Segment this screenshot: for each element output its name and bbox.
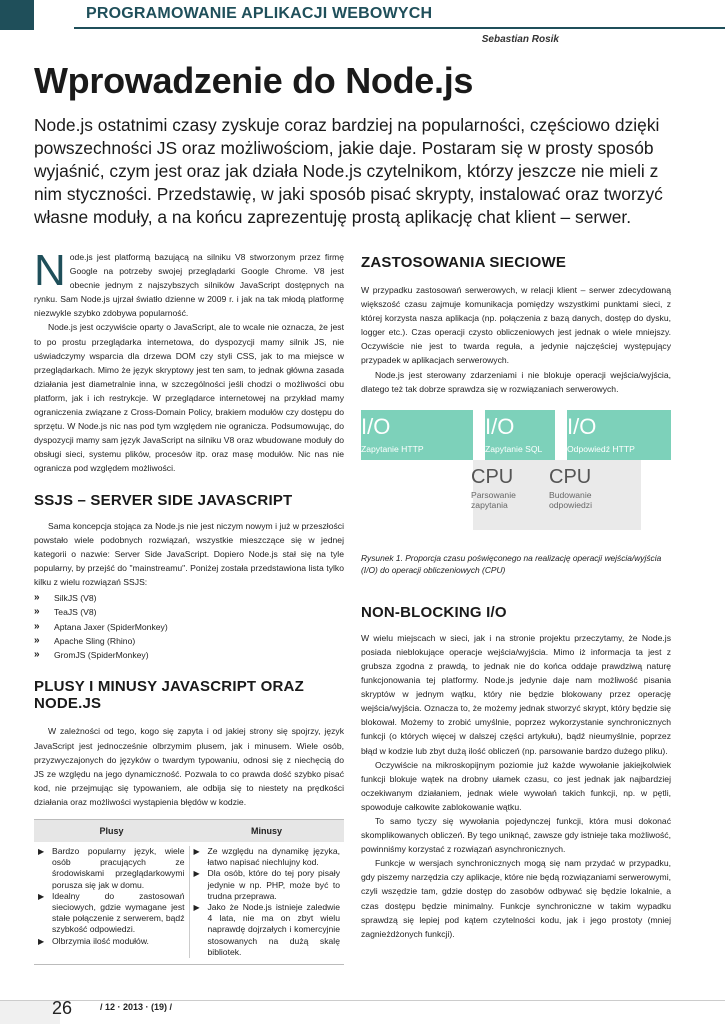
- non-blocking-paragraph-3: To samo tyczy się wywołania pojedynczej funkcji, która musi dokonać skomplikowanych obliczeń. By tego uniknąć, zawsze gdy istnieje taka możliwość, powinniśmy korzystać z rozwiązań asynchronicznych.: [361, 815, 671, 855]
- triangle-bullet-icon: ▶: [193, 847, 200, 857]
- heading-non-blocking: NON-BLOCKING I/O: [361, 603, 507, 621]
- intro-paragraph-1: Node.js jest platformą bazującą na silniku V8 stworzonym przez firmę Google na potrzeby swojej przeglądarki Google Chrome. V8 jest obecnie jednym z najszybszych silników JavaScript dostępnych na rynku. Sam Node.js ujrzał światło dzienne w 2009 r. i jak na tak młodą platformę niezwykle szybko zdobywa popularność.: [34, 246, 344, 319]
- left-column: [34, 246, 344, 965]
- non-blocking-paragraph-1: W wielu miejscach w sieci, jak i na stronie projektu przeczytamy, że Node.js posiada nieblokujące operacje wejścia/wyjścia. Mimo iż informacja ta jest z grubsza zgodna z prawdą, to jednak nie do końca oddaje prawdziwą naturę funkcjonowania tej platformy. Node.js jedynie daje nam możliwość pisania skryptów w jednym wątku, który nie będzie blokowany przez operację wejścia/wyjścia. Oznacza to, że możemy jednak stworzyć skrypt, który będzie się blokował. Możemy to zrobić umyślnie, poprzez wykorzystanie synchronicznych funkcji (o których więcej w dalszej części artykułu), bądź nieumyślnie, poprzez błąd w kodzie lub zbyt dużą ilość obliczeń (np. parsowanie bardzo dużego pliku).: [361, 632, 671, 756]
- list-item: » GromJS (SpiderMonkey): [34, 648, 344, 662]
- ssjs-list: [34, 591, 344, 662]
- heading-plusy-minusy: PLUSY I MINUSY JAVASCRIPT ORAZ NODE.JS: [34, 678, 304, 713]
- table-row: ▶ Bardzo popularny język, wiele osób pracujących ze środowiskami przeglądarkowymi porusza się jak w domu.: [38, 846, 185, 890]
- triangle-bullet-icon: ▶: [38, 936, 45, 946]
- cpu-item: Budowanie odpowiedzi: [549, 489, 592, 510]
- ssjs-paragraph: Sama koncepcja stojąca za Node.js nie jest niczym nowym i już w przeszłości powstało wiele podobnych rozwiązań, wszystkie mieszczące się w jednej kategorii o nazwie: Server Side JavaScript. Dopiero Node.js stał się na tyle popularny, by przejść do "mainstreamu". Poniżej została przedstawiona lista tylko kilku z wielu rozwiązań SSJS:: [34, 520, 344, 587]
- table-row: ▶ Dla osób, które do tej pory pisały jedynie w np. PHP, może być to trudna przeprawa.: [193, 868, 340, 901]
- triangle-bullet-icon: ▶: [193, 903, 200, 913]
- footer-rule: [0, 1000, 725, 1001]
- list-marker: »: [34, 620, 40, 632]
- section-title: PROGRAMOWANIE APLIKACJI WEBOWYCH: [86, 5, 433, 22]
- io-gap: [555, 410, 567, 460]
- page-number: 26: [52, 998, 73, 1018]
- plusy-paragraph: W zależności od tego, kogo się zapyta i od jakiej strony się spojrzy, język JavaScript jest jednocześnie olbrzymim plusem, jak i minusem. Wiele osób, przyzwyczajonych do języków o twardym typowaniu, odnosi się z niechęcią do JS ze względu na jego dynamiczność. Pozwala to co prawda dość szybko pisać kod, nie przejmując się typowaniem, ale odbija się to niestety na prędkości działania oraz możliwości wystąpienia błędów w kodzie.: [34, 726, 344, 807]
- io-gap: [473, 410, 485, 460]
- figure-caption: Rysunek 1. Proporcja czasu poświęconego na realizację operacji wejścia/wyjścia (I/O) do operacji obliczeniowych (CPU): [361, 552, 662, 575]
- table-row: ▶ Olbrzymia ilość modułów.: [38, 935, 149, 946]
- header-tab: [0, 0, 34, 30]
- cpu-label: CPU: [549, 465, 592, 488]
- list-marker: »: [34, 606, 40, 618]
- right-column: [361, 250, 671, 941]
- table-col-minusy: [189, 846, 345, 958]
- triangle-bullet-icon: ▶: [193, 869, 200, 879]
- article-title: Wprowadzenie do Node.js: [34, 60, 474, 101]
- io-item: Odpowiedź HTTP: [567, 443, 635, 454]
- table-col-plusy: [34, 846, 189, 958]
- io-label: I/O: [485, 413, 515, 439]
- list-item: » TeaJS (V8): [34, 605, 344, 619]
- issue-info: / 12 · 2013 · (19) /: [100, 1002, 173, 1012]
- io-item: Zapytanie HTTP: [361, 443, 424, 454]
- triangle-bullet-icon: ▶: [38, 847, 45, 857]
- list-item: » SilkJS (V8): [34, 591, 344, 605]
- table-body: [34, 842, 344, 964]
- lead-paragraph: Node.js ostatnimi czasy zyskuje coraz bardziej na popularności, częściowo dzięki powszechności JS oraz możliwościom, jakie daje. Postaram się w prosty sposób wyjaśnić, czym jest oraz jak działa Node.js czytelnikom, którzy jeszcze nie mieli z nim styczności. Przedstawię, w jaki sposób pisać skrypty, instalować oraz tworzyć własne moduły, a na końcu zaprezentuję prostą aplikację chat klient – serwer.: [34, 115, 663, 227]
- list-marker: »: [34, 634, 40, 646]
- header-rule: [74, 27, 725, 29]
- author: Sebastian Rosik: [481, 34, 559, 45]
- io-cpu-diagram: [361, 410, 671, 540]
- heading-ssjs: SSJS – SERVER SIDE JAVASCRIPT: [34, 491, 293, 509]
- non-blocking-paragraph-2: Oczywiście na mikroskopijnym poziomie już każde wywołanie jakiejkolwiek funkcji blokuje wątek na drobny ułamek czasu, co jest jednak jak najbardziej oczekiwanym działaniem, jednak wiele wywołań takich funkcji, np. w pętli, spowoduje całkowite zablokowanie wątku.: [361, 759, 671, 812]
- list-item: » Apache Sling (Rhino): [34, 634, 344, 648]
- pros-cons-table: [34, 819, 344, 965]
- zastosowania-paragraph-1: W przypadku zastosowań serwerowych, w relacji klient – serwer zdecydowaną większość czasu zajmuje komunikacja pomiędzy wszystkimi punktami sieci, z której korzysta nasza aplikacja (np. połączenia z bazą danych, dostęp do dysku, logger etc.). Czas operacji czysto obliczeniowych jest jednak o wiele mniejszy. Oczywiście nie jest to twarda reguła, a jedynie najczęściej występujący przypadek w aplikacjach serwerowych.: [361, 285, 671, 366]
- table-row: ▶ Jako że Node.js istnieje zaledwie 4 lata, nie ma on zbyt wielu naprawdę dojrzałych i komercyjnie stosowanych na dużą skalę bibliotek.: [193, 902, 340, 957]
- list-marker: »: [34, 649, 40, 661]
- cpu-item: Parsowanie zapytania: [471, 489, 516, 510]
- heading-zastosowania: ZASTOSOWANIA SIECIOWE: [361, 254, 567, 271]
- io-label: I/O: [567, 413, 597, 439]
- footer-tab: [0, 1001, 60, 1024]
- non-blocking-paragraph-4: Funkcje w wersjach synchronicznych mogą się nam przydać w przypadku, gdy piszemy narzędzia czy aplikacje, które nie będą rozwiązaniami serwerowymi, czyli wszędzie tam, gdzie dostęp do zasobów odbywać się będzie lokalnie, a czas dostępu będzie minimalny. Funkcje synchroniczne w takim wypadku sprawdzą się lepiej pod kątem czytelności kodu, jak i jego prostoty (mniej zagnieżdżonych funkcji).: [361, 858, 671, 939]
- table-header-minusy: Minusy: [250, 826, 282, 837]
- table-header: [34, 820, 344, 842]
- zastosowania-paragraph-2: Node.js jest sterowany zdarzeniami i nie blokuje operacji wejścia/wyjścia, dlatego też tak dobrze sprawdza się w rozwiązaniach serwerowych.: [361, 369, 671, 394]
- io-label: I/O: [361, 413, 391, 439]
- intro-paragraph-2: Node.js jest oczywiście oparty o JavaScript, ale to wcale nie oznacza, że jest to po prostu przeglądarka internetowa, do dyspozycji mamy silnik JS, nie uświadczymy wsparcia dla drzewa DOM czy styli CSS, jak to ma miejsce w przeglądarkach. Mimo że język skryptowy jest ten sam, to jednak główna zasada działania jest diametralnie inna, w szczególności jeśli chodzi o możliwości obu platform, jak i ich restrykcje. W przeglądarce internetowej na przykład mamy ograniczenia związane z Cross-Domain Policy, brakiem modułów czy dostępu do sprzętu. W Node.js nic nas pod tym względem nie ogranicza. Podsumowując, do dyspozycji mamy sam język JavaScript na silniku V8 oraz wbudowane moduły do obsługi sieci, systemu plików, procesów itp. oraz masę modułów. Nic nas nie ogranicza pod względem możliwości.: [34, 322, 344, 474]
- table-row: ▶ Idealny do zastosowań sieciowych, gdzie wymagane jest stałe połączenie z serwerem, bądź szybkość odpowiedzi.: [38, 890, 185, 935]
- list-marker: »: [34, 591, 40, 603]
- io-item: Zapytanie SQL: [485, 443, 543, 454]
- table-row: ▶ Ze względu na dynamikę języka, łatwo napisać niechlujny kod.: [193, 846, 340, 868]
- cpu-label: CPU: [471, 465, 514, 488]
- table-header-plusy: Plusy: [99, 826, 124, 837]
- triangle-bullet-icon: ▶: [38, 891, 45, 901]
- drop-cap: N: [34, 246, 66, 295]
- list-item: » Aptana Jaxer (SpiderMonkey): [34, 620, 344, 634]
